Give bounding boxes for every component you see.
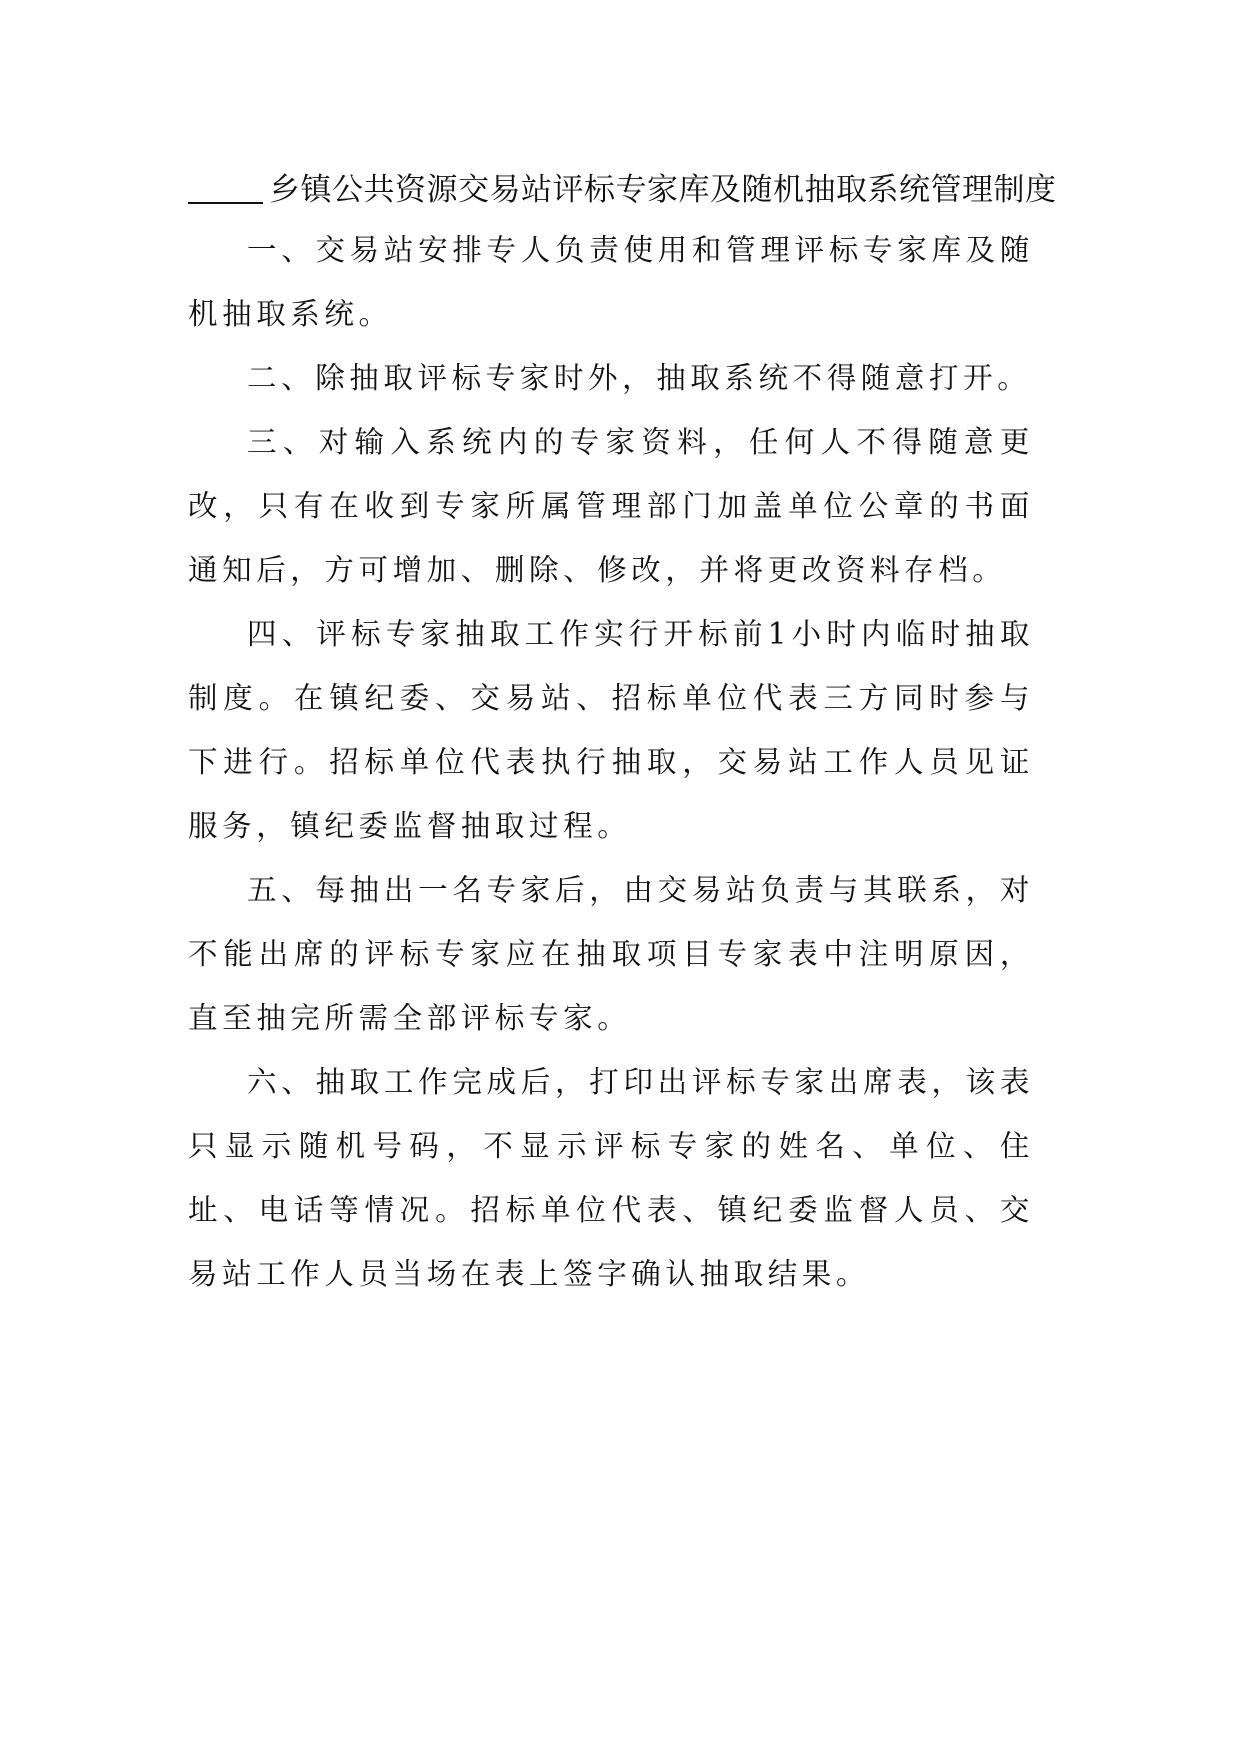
title-text: 乡镇公共资源交易站评标专家库及随机抽取系统管理制度: [269, 172, 1057, 208]
clause-5: 五、每抽出一名专家后，由交易站负责与其联系，对不能出席的评标专家应在抽取项目专家表中注明原因，直至抽完所需全部评标专家。: [188, 873, 1034, 1035]
clause-3: 三、对输入系统内的专家资料，任何人不得随意更改，只有在收到专家所属管理部门加盖单位公章的书面通知后，方可增加、删除、修改，并将更改资料存档。: [188, 425, 1034, 587]
document-title: [188, 160, 1068, 210]
title-blank-line: [188, 174, 263, 204]
clause-6: 六、抽取工作完成后，打印出评标专家出席表，该表只显示随机号码，不显示评标专家的姓名、单位、住址、电话等情况。招标单位代表、镇纪委监督人员、交易站工作人员当场在表上签字确认抽取结果。: [188, 1065, 1034, 1291]
clause-1: 一、交易站安排专人负责使用和管理评标专家库及随机抽取系统。: [188, 233, 1034, 331]
document-body: [188, 218, 1034, 1306]
clause-2: 二、除抽取评标专家时外，抽取系统不得随意打开。: [247, 361, 1032, 395]
clause-4: 四、评标专家抽取工作实行开标前1小时内临时抽取制度。在镇纪委、交易站、招标单位代表三方同时参与下进行。招标单位代表执行抽取，交易站工作人员见证服务，镇纪委监督抽取过程。: [188, 617, 1034, 843]
